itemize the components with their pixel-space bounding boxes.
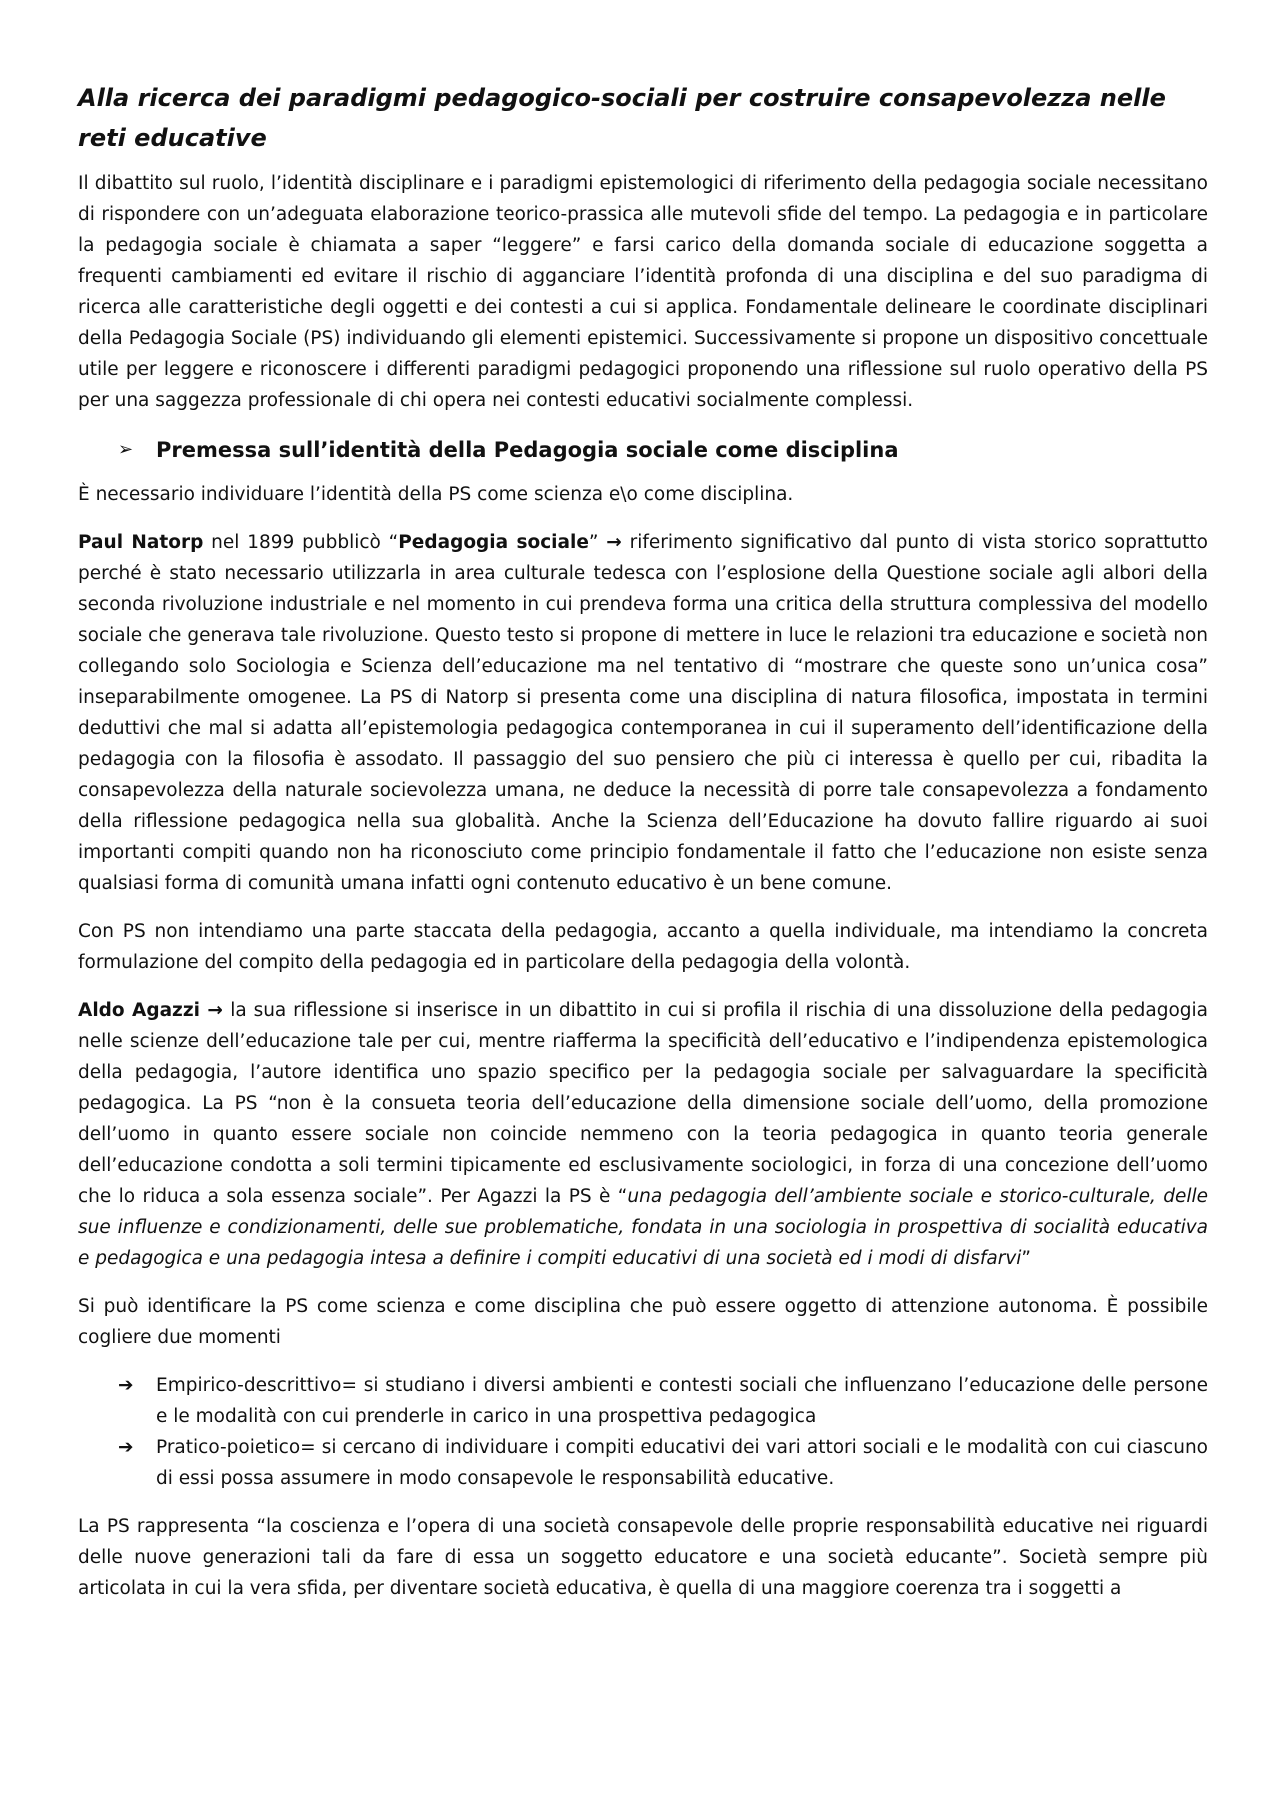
document-page: [78, 78, 1208, 1604]
momenti-paragraph: Si può identificare la PS come scienza e come disciplina che può essere oggetto di attenzione autonoma. È possibile cogliere due momenti: [78, 1296, 1208, 1348]
natorp-book-title: Pedagogia sociale: [398, 532, 589, 553]
natorp-post: ”: [588, 532, 607, 553]
agazzi-quote: una pedagogia dell’ambiente sociale e storico-culturale, delle sue influenze e condizionamenti, delle sue problematiche, fondata in una sociologia in prospettiva di socialità educativa e pedagogica e una pedagogia intesa a definire i compiti educativi di una società ed i modi di disfarvi: [78, 1186, 1208, 1269]
list-item-text: Empirico-descrittivo= si studiano i diversi ambienti e contesti sociali che influenzano l’educazione delle persone e le modalità con cui prenderle in carico in una prospettiva pedagogica: [156, 1375, 1208, 1427]
final-paragraph: La PS rappresenta “la coscienza e l’opera di una società consapevole delle proprie responsabilità educative nei riguardi delle nuove generazioni tali da fare di essa un soggetto educatore e una società educante”. Società sempre più articolata in cui la vera sfida, per diventare società educativa, è quella di una maggiore coerenza tra i soggetti a: [78, 1516, 1208, 1599]
section-heading-text: Premessa sull’identità della Pedagogia sociale come disciplina: [156, 438, 899, 462]
con-ps-paragraph: Con PS non intendiamo una parte staccata della pedagogia, accanto a quella individuale, ma intendiamo la concreta formulazione del compito della pedagogia ed in particolare della pedagogia della volontà.: [78, 921, 1208, 973]
agazzi-name: Aldo Agazzi: [78, 1000, 200, 1021]
list-item: [78, 1432, 1208, 1494]
agazzi-body: la sua riflessione si inserisce in un dibattito in cui si profila il rischia di una dissoluzione della pedagogia nelle scienze dell’educazione tale per cui, mentre riafferma la specificità dell’educativo e l’indipendenza epistemologica della pedagogia, l’autore identifica uno spazio specifico per la pedagogia sociale per salvaguardare la specificità pedagogica. La PS “non è la consueta teoria dell’educazione della dimensione sociale dell’uomo, della promozione dell’uomo in quanto essere sociale non coincide nemmeno con la teoria pedagogica in quanto teoria generale dell’educazione condotta a soli termini tipicamente ed esclusivamente sociologici, in forza di una concezione dell’uomo che lo riduca a sola essenza sociale”. Per Agazzi la PS è “: [78, 1000, 1208, 1207]
right-arrow-icon: →: [199, 1000, 231, 1021]
list-item: [78, 1370, 1208, 1432]
agazzi-quote-close: ”: [1021, 1248, 1031, 1269]
section-heading: [78, 433, 1208, 467]
document-title: Alla ricerca dei paradigmi pedagogico-sociali per costruire consapevolezza nelle reti educative: [78, 84, 1166, 152]
arrow-bullet-icon: ➔: [118, 1375, 134, 1396]
natorp-paragraph: [78, 527, 1208, 899]
right-arrow-icon: →: [606, 532, 622, 553]
identity-paragraph: È necessario individuare l’identità della PS come scienza e\o come disciplina.: [78, 484, 794, 505]
natorp-pre: nel 1899 pubblicò “: [203, 532, 399, 553]
moments-list: [78, 1370, 1208, 1494]
natorp-body: riferimento significativo dal punto di vista storico soprattutto perché è stato necessario utilizzarla in area culturale tedesca con l’esplosione della Questione sociale agli albori della seconda rivoluzione industriale e nel momento in cui prendeva forma una critica della struttura complessiva del modello sociale che generava tale rivoluzione. Questo testo si propone di mettere in luce le relazioni tra educazione e società non collegando solo Sociologia e Scienza dell’educazione ma nel tentativo di “mostrare che queste sono un’unica cosa” inseparabilmente omogenee. La PS di Natorp si presenta come una disciplina di natura filosofica, impostata in termini deduttivi che mal si adatta all’epistemologia pedagogica contemporanea in cui il superamento dell’identificazione della pedagogia con la filosofia è assodato. Il passaggio del suo pensiero che più ci interessa è quello per cui, ribadita la consapevolezza della naturale socievolezza umana, ne deduce la necessità di porre tale consapevolezza a fondamento della riflessione pedagogica nella sua globalità. Anche la Scienza dell’Educazione ha dovuto fallire riguardo ai suoi importanti compiti quando non ha riconosciuto come principio fondamentale il fatto che l’educazione non esiste senza qualsiasi forma di comunità umana infatti ogni contenuto educativo è un bene comune.: [78, 532, 1208, 894]
agazzi-paragraph: [78, 995, 1208, 1274]
arrowhead-bullet-icon: ➢: [118, 439, 134, 460]
natorp-name: Paul Natorp: [78, 532, 204, 553]
arrow-bullet-icon: ➔: [118, 1437, 134, 1458]
intro-paragraph: Il dibattito sul ruolo, l’identità disciplinare e i paradigmi epistemologici di riferimento della pedagogia sociale necessitano di rispondere con un’adeguata elaborazione teorico-prassica alle mutevoli sfide del tempo. La pedagogia e in particolare la pedagogia sociale è chiamata a saper “leggere” e farsi carico della domanda sociale di educazione soggetta a frequenti cambiamenti ed evitare il rischio di agganciare l’identità profonda di una disciplina e del suo paradigma di ricerca alle caratteristiche degli oggetti e dei contesti a cui si applica. Fondamentale delineare le coordinate disciplinari della Pedagogia Sociale (PS) individuando gli elementi epistemici. Successivamente si propone un dispositivo concettuale utile per leggere e riconoscere i differenti paradigmi pedagogici proponendo una riflessione sul ruolo operativo della PS per una saggezza professionale di chi opera nei contesti educativi socialmente complessi.: [78, 173, 1208, 411]
list-item-text: Pratico-poietico= si cercano di individuare i compiti educativi dei vari attori sociali e le modalità con cui ciascuno di essi possa assumere in modo consapevole le responsabilità educative.: [156, 1437, 1208, 1489]
